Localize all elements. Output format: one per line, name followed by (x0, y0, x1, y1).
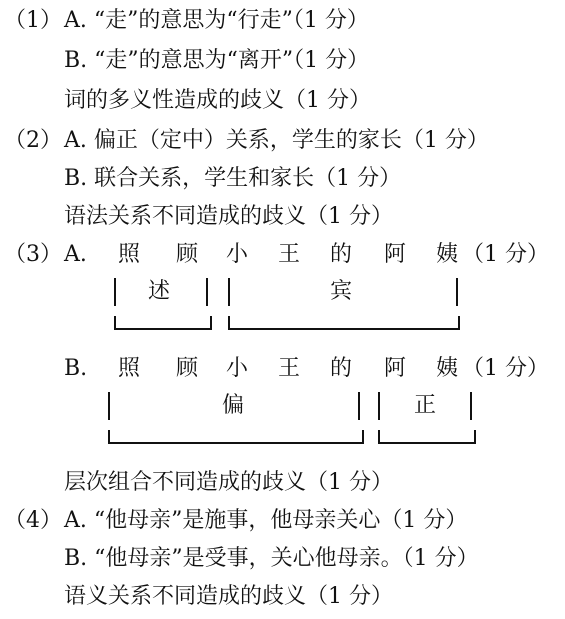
phrase-char: 小 (226, 356, 249, 381)
q2-number: （2） (4, 128, 62, 153)
segment-divider (470, 392, 472, 420)
phrase-char: 小 (226, 242, 249, 267)
segment-divider (358, 392, 360, 420)
segment-divider (378, 392, 380, 420)
segment-divider (114, 278, 116, 306)
segment-divider (456, 278, 458, 306)
q2-explanation: 语法关系不同造成的歧义（1 分） (64, 204, 393, 229)
q3-a-bracket-1 (114, 316, 212, 330)
q2-answer-b: B. 联合关系，学生和家长（1 分） (64, 166, 402, 191)
q3-number: （3） (4, 242, 62, 267)
q3-explanation: 层次组合不同造成的歧义（1 分） (64, 470, 393, 495)
q3-b-label: B. (64, 356, 88, 381)
q4-explanation: 语义关系不同造成的歧义（1 分） (64, 584, 393, 609)
q4-answer-b: B. “他母亲”是受事，关心他母亲。（1 分） (64, 546, 479, 571)
q4-answer-a: A. “他母亲”是施事，他母亲关心（1 分） (64, 508, 468, 533)
q4-number: （4） (4, 508, 62, 533)
phrase-char: 的 (330, 242, 353, 267)
q3-a-label: A. (64, 242, 87, 267)
q1-number: （1） (4, 8, 62, 33)
q1-explanation: 词的多义性造成的歧义（1 分） (64, 88, 371, 113)
segment-divider (108, 392, 110, 420)
phrase-char: 照 (118, 356, 141, 381)
phrase-char: 阿 (384, 356, 407, 381)
q3-b-score: （1 分） (462, 356, 549, 381)
phrase-char: 顾 (176, 242, 199, 267)
q3-b-segment-zheng: 正 (414, 393, 437, 418)
segment-divider (228, 278, 230, 306)
phrase-char: 姨 (436, 242, 459, 267)
q1-answer-b: B. “走”的意思为“离开”（1 分） (64, 48, 370, 73)
phrase-char: 顾 (176, 356, 199, 381)
phrase-char: 王 (278, 356, 301, 381)
q3-a-bracket-2 (228, 316, 460, 330)
phrase-char: 照 (118, 242, 141, 267)
q2-answer-a: A. 偏正（定中）关系，学生的家长（1 分） (64, 128, 489, 153)
q3-a-score: （1 分） (462, 242, 549, 267)
phrase-char: 王 (278, 242, 301, 267)
phrase-char: 姨 (436, 356, 459, 381)
phrase-char: 的 (330, 356, 353, 381)
phrase-char: 阿 (384, 242, 407, 267)
segment-divider (206, 278, 208, 306)
q3-b-bracket-2 (378, 430, 476, 444)
q3-a-segment-bin: 宾 (330, 279, 353, 304)
q1-answer-a: A. “走”的意思为“行走”（1 分） (64, 8, 369, 33)
q3-a-segment-shu: 述 (148, 279, 171, 304)
q3-b-bracket-1 (108, 430, 364, 444)
q3-b-segment-pian: 偏 (222, 393, 245, 418)
